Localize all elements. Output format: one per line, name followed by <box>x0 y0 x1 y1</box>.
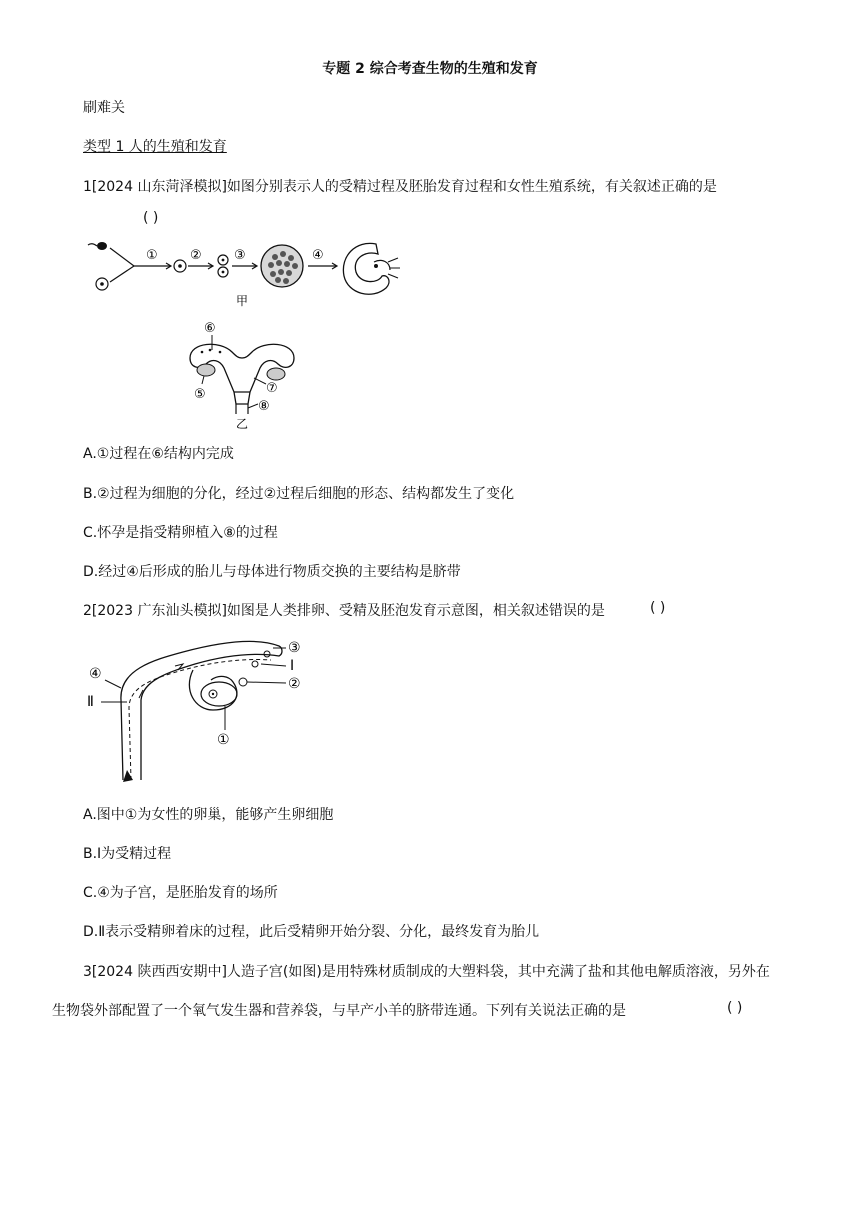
question-2-answer-paren: ( ) <box>650 600 666 616</box>
marker-3: ③ <box>234 248 246 263</box>
marker-roman-1: Ⅰ <box>290 658 295 674</box>
question-2-stem: 2[2023 广东汕头模拟]如图是人类排卵、受精及胚泡发育示意图，相关叙述错误的是 <box>83 603 605 619</box>
figure-b-label: 乙 <box>236 417 249 430</box>
marker-8: ⑧ <box>258 399 270 414</box>
morula-icon <box>261 245 303 287</box>
question-2-option-a: A.图中①为女性的卵巢，能够产生卵细胞 <box>83 807 334 823</box>
marker-4: ④ <box>312 248 324 263</box>
marker-7: ⑦ <box>266 381 278 396</box>
question-2-option-b: B.Ⅰ为受精过程 <box>83 846 172 862</box>
figure-female-reproductive-system <box>180 318 310 430</box>
section-label: 刷难关 <box>83 100 125 116</box>
question-2-option-c: C.④为子宫，是胚胎发育的场所 <box>83 885 278 901</box>
egg-cell-icon <box>96 278 108 290</box>
marker-2: ② <box>288 676 301 692</box>
question-1-option-b: B.②过程为细胞的分化，经过②过程后细胞的形态、结构都发生了变化 <box>83 486 515 502</box>
question-3-line-2: 生物袋外部配置了一个氧气发生器和营养袋，与早产小羊的脐带连通。下列有关说法正确的是 <box>52 1003 626 1019</box>
marker-4: ④ <box>89 666 102 682</box>
marker-roman-2: Ⅱ <box>87 694 94 710</box>
figure-a-label: 甲 <box>236 294 249 308</box>
marker-2: ② <box>190 248 202 263</box>
zygote-icon <box>174 260 186 272</box>
question-1-option-a: A.①过程在⑥结构内完成 <box>83 446 234 462</box>
marker-1: ① <box>217 732 230 748</box>
type-heading: 类型 1 人的生殖和发育 <box>83 139 227 155</box>
two-cell-icon <box>218 255 228 277</box>
figure-fertilization-diagram <box>86 232 416 312</box>
marker-6: ⑥ <box>204 321 216 336</box>
question-1-option-d: D.经过④后形成的胎儿与母体进行物质交换的主要结构是脐带 <box>83 564 461 580</box>
sperm-icon <box>88 242 107 250</box>
figure-ovulation-fertilization <box>83 630 323 785</box>
question-2-option-d: D.Ⅱ表示受精卵着床的过程，此后受精卵开始分裂、分化，最终发育为胎儿 <box>83 924 540 940</box>
page-title: 专题 2 综合考查生物的生殖和发育 <box>322 61 538 77</box>
question-3-answer-paren: ( ) <box>727 1000 743 1016</box>
question-1-answer-paren: ( ) <box>143 210 159 226</box>
question-1-stem: 1[2024 山东菏泽模拟]如图分别表示人的受精过程及胚胎发育过程和女性生殖系统，有关叙述正确的是 <box>83 179 717 195</box>
marker-3: ③ <box>288 640 301 656</box>
marker-1: ① <box>146 248 158 263</box>
question-1-option-c: C.怀孕是指受精卵植入⑧的过程 <box>83 525 278 541</box>
question-3-line-1: 3[2024 陕西西安期中]人造子宫(如图)是用特殊材质制成的大塑料袋，其中充满了盐和其他电解质溶液，另外在 <box>83 964 770 980</box>
marker-5: ⑤ <box>194 387 206 402</box>
fetus-icon <box>343 243 400 294</box>
